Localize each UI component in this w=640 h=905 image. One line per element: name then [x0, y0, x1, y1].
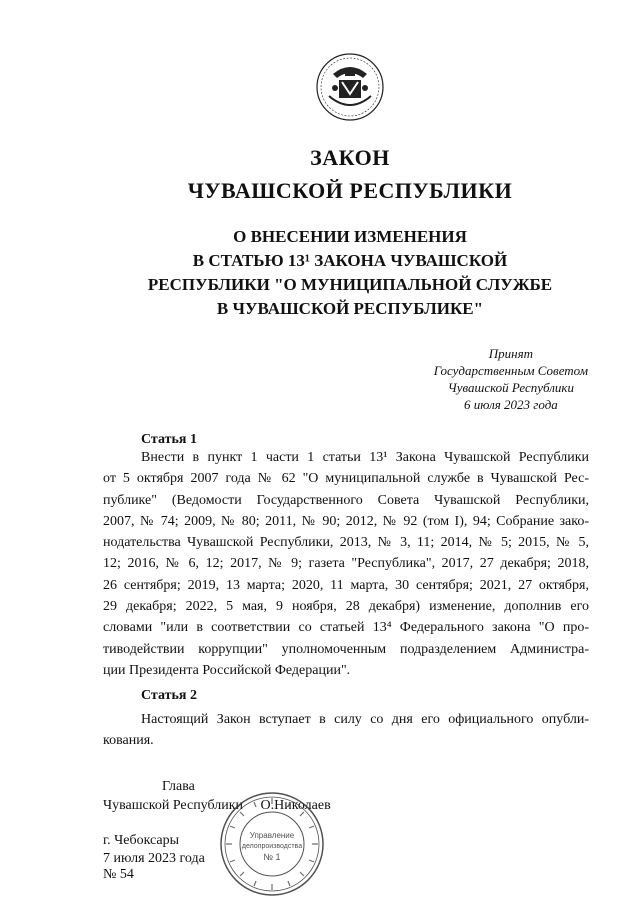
- article-line: Внести в пункт 1 части 1 статьи 13¹ Закона Чувашской Республики: [141, 450, 589, 465]
- article-line: публике" (Ведомости Государственного Совета Чувашской Республики,: [103, 492, 589, 508]
- article-line: от 5 октября 2007 года № 62 "О муниципальной службе в Чувашской Рес-: [103, 471, 589, 487]
- stamp-line-1: Управление: [249, 831, 295, 840]
- article-line: 26 сентября; 2019, 13 марта; 2020, 11 марта, 30 сентября; 2021, 27 октября,: [103, 577, 589, 593]
- adoption-line: Принят: [488, 346, 534, 361]
- law-subject-title: [120, 225, 580, 321]
- article-line: нодательства Чувашской Республики, 2013, № 3, 11; 2014, № 5; 2015, № 5,: [103, 535, 589, 551]
- subtitle-line: В ЧУВАШСКОЙ РЕСПУБЛИКЕ": [216, 299, 484, 318]
- article-line: ции Президента Российской Федерации".: [103, 662, 351, 678]
- signing-city: г. Чебоксары: [103, 833, 180, 848]
- adoption-note: [434, 345, 588, 413]
- article-line: 29 декабря; 2022, 5 мая, 9 ноября, 28 декабря) изменение, дополнив его: [103, 599, 589, 615]
- article-line: тиводействии коррупции" уполномоченным подразделением Администра-: [103, 641, 589, 657]
- article-line: кования.: [103, 733, 154, 749]
- article-1-heading: Статья 1: [141, 432, 197, 447]
- law-title: ЗАКОН: [310, 145, 390, 170]
- adoption-line: Государственным Советом: [433, 363, 588, 378]
- article-line: 2007, № 74; 2009, № 80; 2011, № 90; 2012, № 92 (том I), 94; Собрание зако-: [103, 513, 589, 529]
- article-line: 12; 2016, № 6, 12; 2017, № 9; газета "Республика", 2017, 27 декабря; 2018,: [103, 556, 589, 572]
- stamp-line-2: делопроизводства: [241, 843, 303, 850]
- signatory-title: Глава: [162, 779, 195, 794]
- article-2-text: [103, 709, 589, 752]
- article-line: словами "или в соответствии со статьей 13⁴ Федерального закона "О про-: [103, 620, 589, 636]
- article-line: Настоящий Закон вступает в силу со дня его официального опубли-: [141, 712, 589, 727]
- adoption-line: 6 июля 2023 года: [463, 397, 558, 412]
- adoption-line: Чувашской Республики: [447, 380, 575, 395]
- republic-title: ЧУВАШСКОЙ РЕСПУБЛИКИ: [187, 178, 513, 203]
- article-1-text: [103, 447, 589, 681]
- subtitle-line: О ВНЕСЕНИИ ИЗМЕНЕНИЯ: [233, 227, 467, 246]
- stamp-line-3: № 1: [263, 852, 281, 862]
- subtitle-line: В СТАТЬЮ 13¹ ЗАКОНА ЧУВАШСКОЙ: [192, 251, 508, 270]
- signatory-name: Чувашской Республики О.Николаев: [103, 798, 331, 813]
- office-stamp: [218, 790, 326, 898]
- coat-of-arms-emblem: [315, 52, 385, 122]
- subtitle-line: РЕСПУБЛИКИ "О МУНИЦИПАЛЬНОЙ СЛУЖБЕ: [147, 275, 553, 294]
- signing-date: 7 июля 2023 года: [103, 851, 205, 866]
- law-number: № 54: [103, 867, 134, 882]
- article-2-heading: Статья 2: [141, 688, 197, 703]
